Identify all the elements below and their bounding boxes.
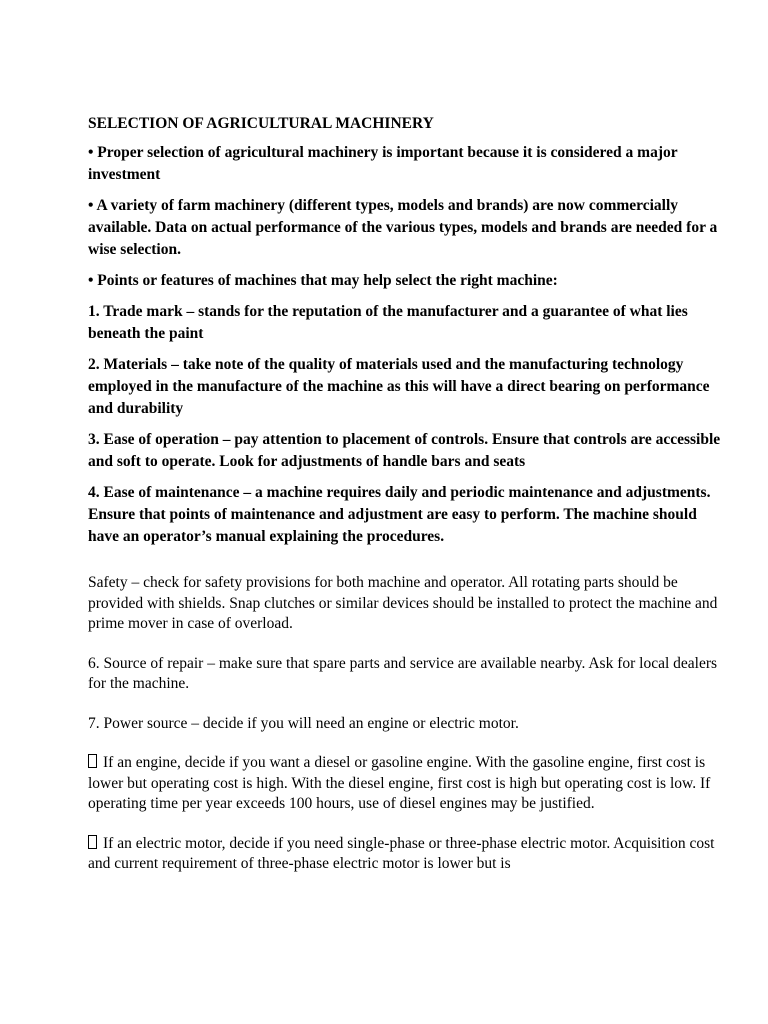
bullet-text-electric-motor: If an electric motor, decide if you need single-phase or three-phase electric motor. Acquisition cost and current requirement of three-phase electric motor is lower but is [88,834,715,872]
paragraph-power-source: 7. Power source – decide if you will need an engine or electric motor. [88,714,519,732]
missing-glyph-box-icon [88,835,97,849]
bullet-text-engine: If an engine, decide if you want a diesel or gasoline engine. With the gasoline engine, first cost is lower but operating cost is high. With the diesel engine, first cost is high but operating cost is low. If operating time per year exceeds 100 hours, use of diesel engines may be justified. [88,754,711,812]
list-item-ease-of-maintenance: 4. Ease of maintenance – a machine requires daily and periodic maintenance and adjustments. Ensure that points of maintenance and adjustment are easy to perform. The machine should have an operator’s manual explaining the procedures. [88,484,711,545]
document-title: SELECTION OF AGRICULTURAL MACHINERY [88,115,434,132]
bold-paragraph-2: • A variety of farm machinery (different types, models and brands) are now commercially available. Data on actual performance of the various types, models and brands are needed for a wise selection. [88,197,718,258]
paragraph-safety: Safety – check for safety provisions for both machine and operator. All rotating parts should be provided with shields. Snap clutches or similar devices should be installed to protect the machine and prime mover in case of overload. [88,574,718,632]
bullet-paragraph-engine [88,753,728,815]
plain-text-section [88,573,728,875]
bullet-paragraph-electric-motor [88,834,728,875]
list-item-trade-mark: 1. Trade mark – stands for the reputation of the manufacturer and a guarantee of what lies beneath the paint [88,303,688,342]
missing-glyph-box-icon [88,754,97,768]
list-item-materials: 2. Materials – take note of the quality of materials used and the manufacturing technology employed in the manufacture of the machine as this will have a direct bearing on performance and durability [88,356,710,417]
list-item-ease-of-operation: 3. Ease of operation – pay attention to placement of controls. Ensure that controls are accessible and soft to operate. Look for adjustments of handle bars and seats [88,431,721,470]
paragraph-source-of-repair: 6. Source of repair – make sure that spare parts and service are available nearby. Ask for local dealers for the machine. [88,654,718,692]
bold-paragraph-3: • Points or features of machines that may help select the right machine: [88,272,558,289]
bold-paragraph-1: • Proper selection of agricultural machinery is important because it is considered a major investment [88,144,678,183]
document-page [88,113,728,894]
